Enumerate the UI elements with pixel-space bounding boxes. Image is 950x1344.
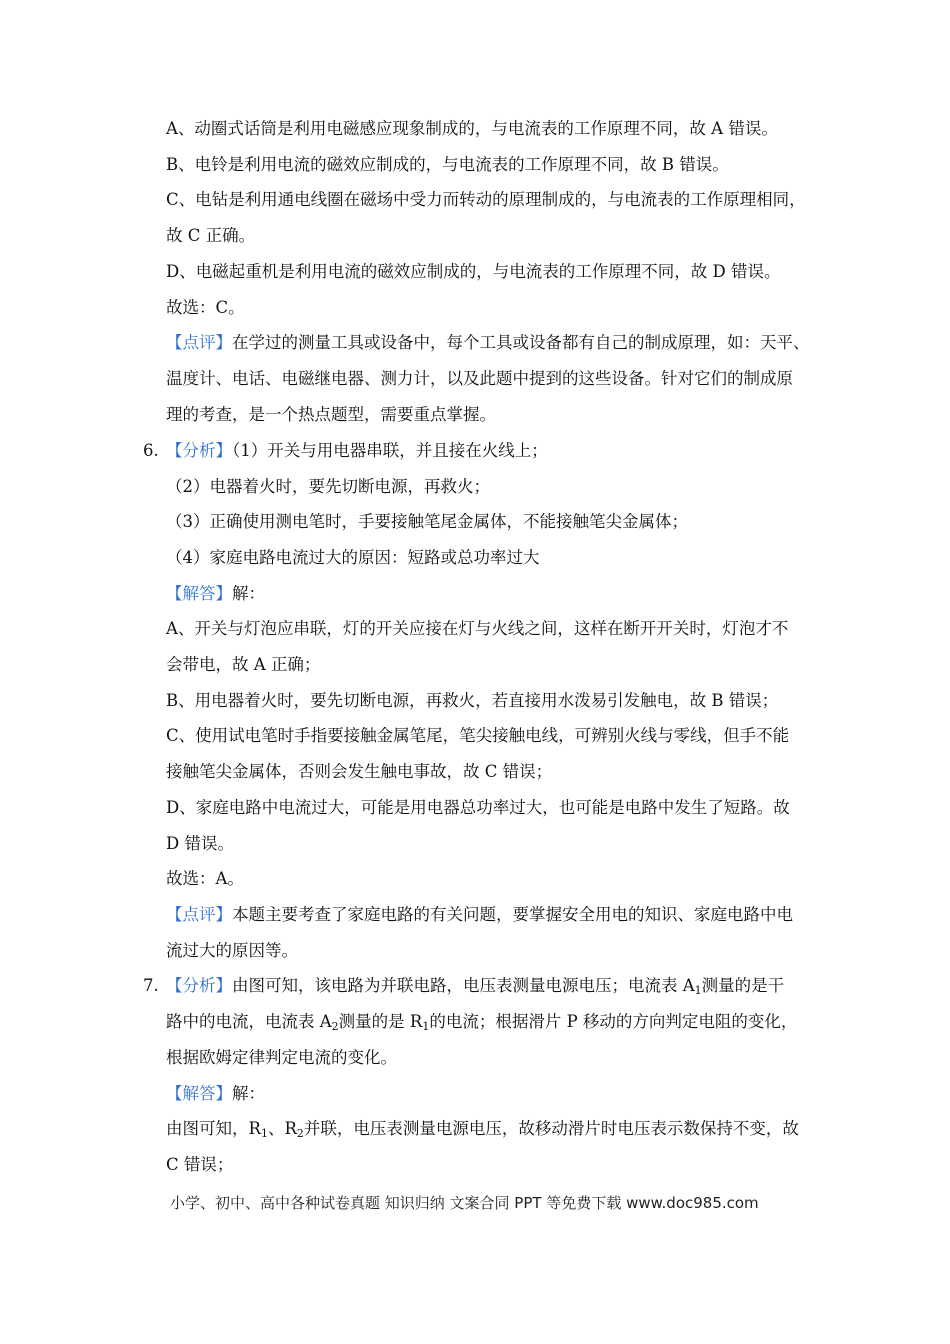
analysis-text: （1）开关与用电器串联，并且接在火线上； [232,441,548,460]
q5-option-d: D、电磁起重机是利用电流的磁效应制成的，与电流表的工作原理不同，故 D 错误。 [166,262,781,281]
question-number: 6. [143,441,159,460]
analysis-text: 测量的是 R [338,1012,423,1031]
subscript: 2 [296,1127,304,1140]
q6-comment-l2: 流过大的原因等。 [166,941,298,960]
q5-option-c: C、电钻是利用通电线圈在磁场中受力而转动的原理制成的，与电流表的工作原理相同， [166,190,806,209]
q6-d1: D、家庭电路中电流过大，可能是用电器总功率过大，也可能是电路中发生了短路。故 [166,798,790,817]
q7-analysis-3: 根据欧姆定律判定电流的变化。 [166,1048,397,1067]
analysis-text: 由图可知，该电路为并联电路，电压表测量电源电压；电流表 A [232,976,695,995]
q6-analysis-3: （3）正确使用测电笔时，手要接触笔尾金属体，不能接触笔尖金属体； [166,512,688,531]
comment-text: 在学过的测量工具或设备中，每个工具或设备都有自己的制成原理，如：天平、 [232,333,810,352]
answer-head: 解： [232,1084,265,1103]
q7-analysis-2 [166,1012,797,1032]
q6-analysis [166,441,548,461]
analysis-text: 测量的是干 [701,976,785,995]
analysis-text: 的电流；根据滑片 P 移动的方向判定电阻的变化， [429,1012,798,1031]
q6-comment [166,905,793,925]
subscript: 1 [422,1020,430,1033]
q6-analysis-2: （2）电器着火时，要先切断电源，再救火； [166,477,490,496]
subscript: 1 [260,1127,268,1140]
q5-option-c-cont: 故 C 正确。 [166,226,256,245]
page-footer: 小学、初中、高中各种试卷真题 知识归纳 文案合同 PPT 等免费下载 www.doc985.com [170,1194,759,1212]
q5-choice: 故选：C。 [166,298,245,317]
q5-comment-l3: 理的考查，是一个热点题型，需要重点掌握。 [166,405,496,424]
q5-option-a: A、动圈式话筒是利用电磁感应现象制成的，与电流表的工作原理不同，故 A 错误。 [166,119,778,138]
q5-comment-l2: 温度计、电话、电磁继电器、测力计，以及此题中提到的这些设备。针对它们的制成原 [166,369,793,388]
solution-text: 并联，电压表测量电源电压，故移动滑片时电压表示数保持不变，故 [303,1119,799,1138]
q6-d2: D 错误。 [166,834,234,853]
q6-a2: 会带电，故 A 正确； [166,655,321,674]
subscript: 2 [331,1020,339,1033]
q6-choice: 故选：A。 [166,869,244,888]
answer-head: 解： [232,584,265,603]
comment-tag: 【点评】 [166,333,232,352]
analysis-tag: 【分析】 [166,976,232,995]
comment-tag: 【点评】 [166,905,232,924]
analysis-tag: 【分析】 [166,441,232,460]
subscript: 1 [694,984,702,997]
q5-comment [166,333,810,353]
q6-a1: A、开关与灯泡应串联，灯的开关应接在灯与火线之间，这样在断开开关时，灯泡才不 [166,619,789,638]
solution-text: 、R [267,1119,297,1138]
q7-solution-2: C 错误； [166,1155,234,1174]
solution-text: 由图可知，R [166,1119,261,1138]
q7-answer [166,1084,265,1104]
q7-analysis [166,976,784,996]
answer-tag: 【解答】 [166,584,232,603]
q6-c1: C、使用试电笔时手指要接触金属笔尾，笔尖接触电线，可辨别火线与零线，但手不能 [166,726,790,745]
answer-tag: 【解答】 [166,1084,232,1103]
q5-option-b: B、电铃是利用电流的磁效应制成的，与电流表的工作原理不同，故 B 错误。 [166,155,729,174]
analysis-text: 路中的电流，电流表 A [166,1012,332,1031]
q7-solution-1 [166,1119,799,1139]
q6-analysis-4: （4）家庭电路电流过大的原因：短路或总功率过大 [166,548,540,567]
question-number: 7. [143,976,159,995]
q6-c2: 接触笔尖金属体，否则会发生触电事故，故 C 错误； [166,762,553,781]
q6-answer [166,584,265,604]
q6-b1: B、用电器着火时，要先切断电源，再救火，若直接用水泼易引发触电，故 B 错误； [166,691,779,710]
comment-text: 本题主要考查了家庭电路的有关问题，要掌握安全用电的知识、家庭电路中电 [232,905,793,924]
